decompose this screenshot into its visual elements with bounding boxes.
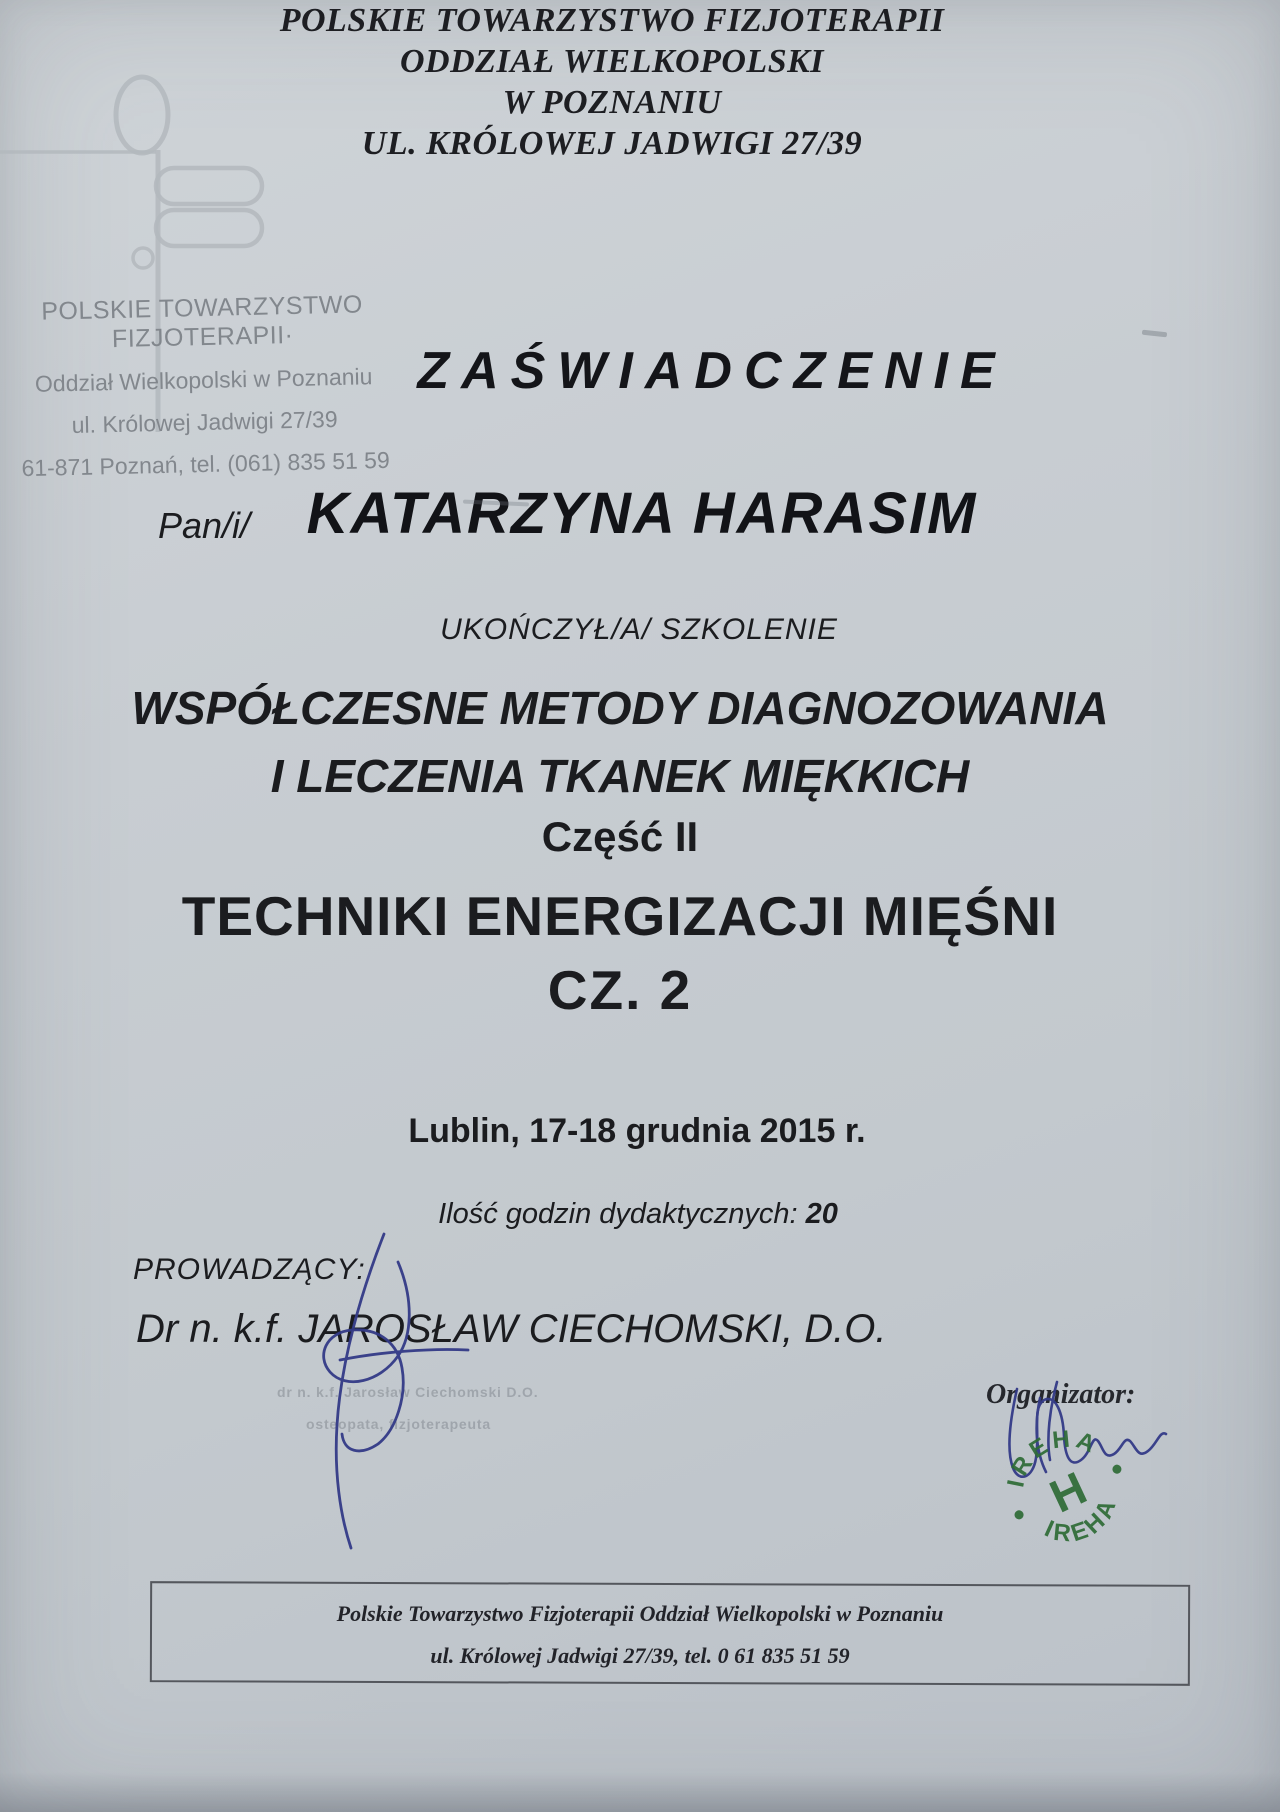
- corner-stamp-line-2: Oddział Wielkopolski w Poznaniu: [34, 363, 373, 397]
- course-part-label: Część II: [541, 813, 699, 860]
- teaching-hours-label: Ilość godzin dydaktycznych:: [438, 1198, 798, 1230]
- instructor-stamp-line-2: osteopata, fizjoterapeuta: [306, 1416, 491, 1432]
- seal-center-letter: H: [1041, 1461, 1095, 1523]
- salutation: Pan/i/: [158, 505, 251, 546]
- course-title-line-1: WSPÓŁCZESNE METODY DIAGNOZOWANIA: [131, 682, 1109, 734]
- footer-border-box: [150, 1581, 1190, 1686]
- corner-stamp-line-3: ul. Królowej Jadwigi 27/39: [71, 405, 338, 439]
- recipient-name: KATARZYNA HARASIM: [306, 481, 978, 546]
- instructor-stamp-line-1: dr n. k.f. Jarosław Ciechomski D.O.: [277, 1384, 539, 1400]
- footer-line-2: ul. Królowej Jadwigi 27/39, tel. 0 61 835 51 59: [430, 1643, 850, 1668]
- completion-statement: UKOŃCZYŁ/A/ SZKOLENIE: [440, 613, 838, 646]
- corner-stamp-line-1: POLSKIE TOWARZYSTWO FIZJOTERAPII·: [40, 290, 364, 354]
- seal-word-top: IREHA: [1002, 1425, 1103, 1490]
- letterhead-line-3: W POZNANIU: [502, 84, 722, 121]
- course-module-line-2: CZ. 2: [547, 959, 693, 1021]
- location-date: Lublin, 17-18 grudnia 2015 r.: [408, 1112, 866, 1150]
- letterhead-line-2: ODDZIAŁ WIELKOPOLSKI: [399, 43, 825, 80]
- letterhead-line-4: UL. KRÓLOWEJ JADWIGI 27/39: [361, 125, 863, 162]
- course-module-line-1: TECHNIKI ENERGIZACJI MIĘŚNI: [181, 885, 1059, 947]
- footer-line-1: Polskie Towarzystwo Fizjoterapii Oddział Wielkopolski w Poznaniu: [336, 1601, 944, 1626]
- seal-dot-right: [1111, 1463, 1123, 1475]
- instructor-section-label: PROWADZĄCY:: [133, 1253, 366, 1286]
- course-title-line-2: I LECZENIA TKANEK MIĘKKICH: [270, 750, 970, 802]
- instructor-name: Dr n. k.f. JAROSŁAW CIECHOMSKI, D.O.: [136, 1307, 887, 1351]
- letterhead-line-1: POLSKIE TOWARZYSTWO FIZJOTERAPII: [279, 2, 945, 39]
- teaching-hours-value: 20: [805, 1198, 838, 1230]
- certificate-title: ZAŚWIADCZENIE: [417, 342, 1007, 400]
- seal-dot-left: [1013, 1509, 1025, 1521]
- corner-stamp-line-4: 61-871 Poznań, tel. (061) 835 51 59: [21, 446, 390, 482]
- organizer-label: Organizator:: [986, 1379, 1136, 1410]
- seal-word-bottom: IREHA: [1040, 1492, 1123, 1548]
